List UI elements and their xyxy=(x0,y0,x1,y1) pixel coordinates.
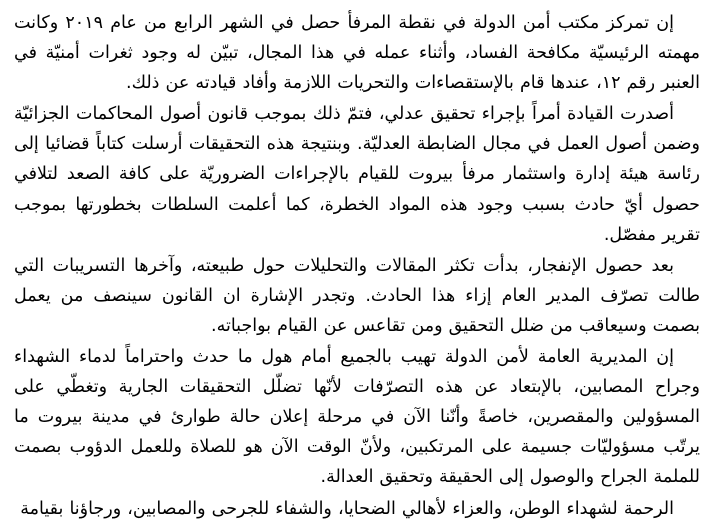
paragraph-5: الرحمة لشهداء الوطن، والعزاء لأهالي الضحايا، والشفاء للجرحى والمصابين، ورجاؤنا بقيامة xyxy=(20,498,674,519)
paragraph-2: أصدرت القيادة أمراً بإجراء تحقيق عدلي، فتمّ ذلك بموجب قانون أصول المحاكمات الجزائيّة وضمن أصول العمل في مجال الضابطة العدليّة. وبنتيجة هذه التحقيقات أرسلت كتاباً قضائيا إلى رئاسة هيئة إدارة واستثمار مرفأ بيروت للقيام بالإجراءات الضروريّة على كافة الصعد لتلافي حصول أيّ حادث بسبب وجود هذه المواد الخطرة، كما أعلمت السلطات بخطورتها بموجب تقرير مفصّل. xyxy=(14,104,700,245)
paragraph-3: بعد حصول الإنفجار، بدأت تكثر المقالات والتحليلات حول طبيعته، وآخرها التسريبات التي طالت تصرّف المدير العام إزاء هذا الحادث. وتجدر الإشارة ان القانون سينصف من يعمل بصمت وسيعاقب من ضلل التحقيق ومن تقاعس عن القيام بواجباته. xyxy=(14,255,700,336)
paragraph-4: إن المديرية العامة لأمن الدولة تهيب بالجميع أمام هول ما حدث واحتراماً لدماء الشهداء وجراح المصابين، بالإبتعاد عن هذه التصرّفات لأنّها تضلّل التحقيقات الجارية وتغطّي على المسؤولين والمقصرين، خاصةً وأنّنا الآن في مرحلة إعلان حالة طوارئ في مدينة بيروت ما يرتّب مسؤوليّات جسيمة على المرتكبين، ولأنّ الوقت الآن هو للصلاة وللعمل الدؤوب بصمت للملمة الجراح والوصول إلى الحقيقة وتحقيق العدالة. xyxy=(14,347,700,488)
document-body xyxy=(14,8,700,524)
paragraph-1: إن تمركز مكتب أمن الدولة في نقطة المرفأ حصل في الشهر الرابع من عام ٢٠١٩ وكانت مهمته الرئيسيّة مكافحة الفساد، وأثناء عمله في هذا المجال، تبيّن له وجود ثغرات أمنيّة في العنبر رقم ١٢، عندها قام بالإستقصاءات والتحريات اللازمة وأفاد قيادته عن ذلك. xyxy=(14,13,700,94)
